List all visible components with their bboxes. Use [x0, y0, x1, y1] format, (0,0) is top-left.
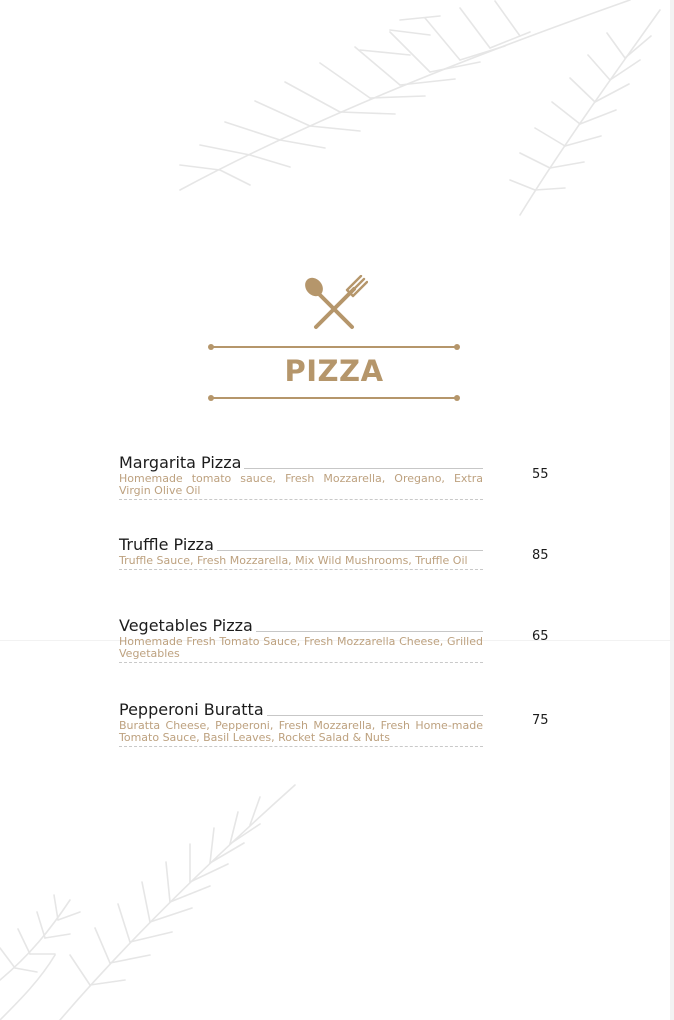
spoon-fork-icon: [302, 275, 368, 331]
menu-item: [119, 617, 569, 663]
menu-item-description-block: [119, 636, 483, 663]
menu-item-name: Truffle Pizza: [119, 535, 214, 554]
menu-item-description: Homemade Fresh Tomato Sauce, Fresh Mozzarella Cheese, Grilled Vegetables: [119, 635, 483, 660]
menu-item-header: [119, 617, 483, 635]
menu-item-header: [119, 536, 483, 554]
menu-item-header: [119, 454, 483, 472]
menu-item-price: 65: [532, 629, 549, 644]
menu-item-leader-line: [217, 550, 483, 551]
menu-item-description: Truffle Sauce, Fresh Mozzarella, Mix Wild Mushrooms, Truffle Oil: [119, 554, 468, 567]
title-rule-top: [211, 346, 457, 348]
menu-item: [119, 536, 569, 570]
menu-item-price: 75: [532, 713, 549, 728]
menu-item: [119, 701, 569, 747]
foliage-top-decoration: [160, 0, 674, 230]
foliage-bottom-decoration: [0, 780, 320, 1020]
menu-item-name: Vegetables Pizza: [119, 616, 253, 635]
menu-item-name: Pepperoni Buratta: [119, 700, 264, 719]
menu-item-description-block: [119, 720, 483, 747]
menu-item-price: 55: [532, 467, 549, 482]
menu-item-description-block: [119, 555, 483, 570]
menu-item-header: [119, 701, 483, 719]
menu-item-description-block: [119, 473, 483, 500]
menu-item-price: 85: [532, 548, 549, 563]
menu-item: [119, 454, 569, 500]
title-rule-bottom: [211, 397, 457, 399]
menu-item-leader-line: [267, 715, 483, 716]
section-title: PIZZA: [284, 354, 384, 388]
menu-item-name: Margarita Pizza: [119, 453, 242, 472]
menu-item-leader-line: [256, 631, 483, 632]
menu-item-leader-line: [244, 468, 483, 469]
menu-item-description: Buratta Cheese, Pepperoni, Fresh Mozzarella, Fresh Home-made Tomato Sauce, Basil Leaves, Rocket Salad & Nuts: [119, 719, 483, 744]
menu-item-description: Homemade tomato sauce, Fresh Mozzarella, Oregano, Extra Virgin Olive Oil: [119, 472, 483, 497]
